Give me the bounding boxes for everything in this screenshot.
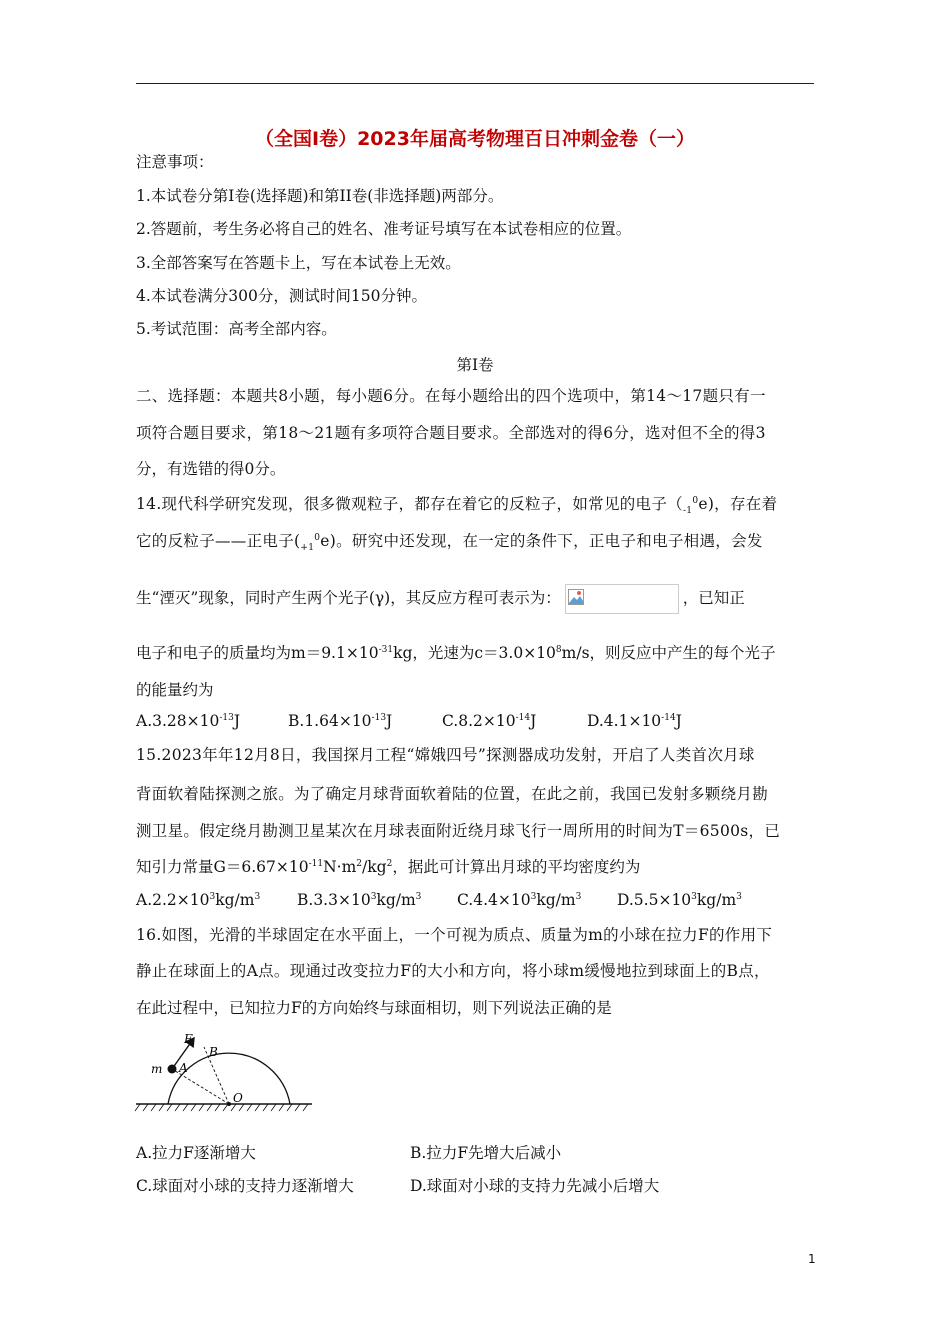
q15-option: $A.2.2\times 10^3kg/m^3$ [136, 891, 261, 909]
q15-line: 测卫星。假定绕月勘测卫星某次在月球表面附近绕月球飞行一周所用的时间为T＝6500s，已 [136, 822, 781, 840]
q14-option: $C.8.2\times 10^{-14}J$ [442, 712, 537, 730]
instruction-line: 二、选择题：本题共8小题，每小题6分。在每小题给出的四个选项中，第14～17题只有一 [136, 387, 766, 405]
notice-header: 注意事项： [136, 153, 214, 171]
q16-option: A.拉力F逐渐增大 [136, 1144, 256, 1162]
q15-line: 背面软着陆探测之旅。为了确定月球背面软着陆的位置，在此之前，我国已发射多颗绕月勘 [136, 785, 769, 803]
page-number: 1 [808, 1252, 816, 1266]
q14-option: $D.4.1\times 10^{-14}J$ [587, 712, 682, 730]
hemisphere-figure [132, 1026, 317, 1116]
q15-option: $D.5.5\times 10^3kg/m^3$ [617, 891, 742, 909]
q16-option: D.球面对小球的支持力先减小后增大 [410, 1177, 660, 1195]
q15-line: 15.2023年年12月8日，我国探月工程“嫦娥四号”探测器成功发射，开启了人类首次月球 [136, 746, 755, 764]
label-O: O [233, 1091, 243, 1105]
instruction-line: 分，有选错的得0分。 [136, 460, 286, 478]
center-point [227, 1102, 231, 1106]
q16-option: B.拉力F先增大后减小 [410, 1144, 562, 1162]
q14-option: $B.1.64\times 10^{-13}J$ [288, 712, 393, 730]
instruction-line: 项符合题目要求，第18～21题有多项符合题目要求。全部选对的得6分，选对但不全的得3 [136, 424, 766, 442]
q16-line: 在此过程中，已知拉力F的方向始终与球面相切，则下列说法正确的是 [136, 999, 612, 1017]
page-title: （全国Ⅰ卷）2023年届高考物理百日冲刺金卷（一） [255, 128, 695, 150]
q14-line-1: 14.现代科学研究发现，很多微观粒子，都存在着它的反粒子，如常见的电子$(_{-1}^0e)$，存在着 [136, 495, 778, 517]
notice-item: 1.本试卷分第Ⅰ卷(选择题)和第II卷(非选择题)两部分。 [136, 187, 504, 205]
notice-item: 2.答题前，考生务必将自己的姓名、准考证号填写在本试卷相应的位置。 [136, 220, 632, 238]
q15-option: $C.4.4\times 10^3kg/m^3$ [457, 891, 582, 909]
label-m: m [151, 1062, 163, 1076]
notice-item: 4.本试卷满分300分，测试时间150分钟。 [136, 287, 427, 305]
notice-item: 3.全部答案写在答题卡上，写在本试卷上无效。 [136, 254, 461, 272]
q16-option: C.球面对小球的支持力逐渐增大 [136, 1177, 354, 1195]
q16-line: 16.如图，光滑的半球固定在水平面上，一个可视为质点、质量为m的小球在拉力F的作用下 [136, 926, 773, 944]
q15-option: $B.3.3\times 10^3kg/m^3$ [297, 891, 422, 909]
section-title: 第Ⅰ卷 [456, 356, 494, 374]
ball [168, 1065, 177, 1074]
q14-option: $A.3.28\times 10^{-13}J$ [136, 712, 241, 730]
ground-hatch [135, 1104, 308, 1111]
q14-line-3: 生“湮灭”现象，同时产生两个光子(γ)，其反应方程可表示为： ，已知正 [136, 584, 745, 614]
q15-line-4: 知引力常量$G=6.67\times 10^{-11}N\cdot m^2/kg^2$，据此可计算出月球的平均密度约为 [136, 858, 641, 876]
notice-item: 5.考试范围：高考全部内容。 [136, 320, 337, 338]
header-rule [136, 83, 814, 84]
label-F: F [184, 1032, 193, 1046]
q14-line-5: 的能量约为 [136, 681, 214, 699]
q14-line-4: 电子和电子的质量均为$m=9.1\times 10^{-31}kg$，光速为$c=3.0\times 10^8m/s$，则反应中产生的每个光子 [136, 644, 776, 662]
label-A: A [179, 1061, 188, 1075]
broken-image-icon [565, 584, 679, 614]
q16-line: 静止在球面上的A点。现通过改变拉力F的大小和方向，将小球m缓慢地拉到球面上的B点， [136, 962, 770, 980]
label-B: B [209, 1045, 218, 1059]
q14-line-2: 它的反粒子——正电子$(_{+1}^0e)$。研究中还发现，在一定的条件下，正电子和电子相遇，会发 [136, 532, 763, 554]
